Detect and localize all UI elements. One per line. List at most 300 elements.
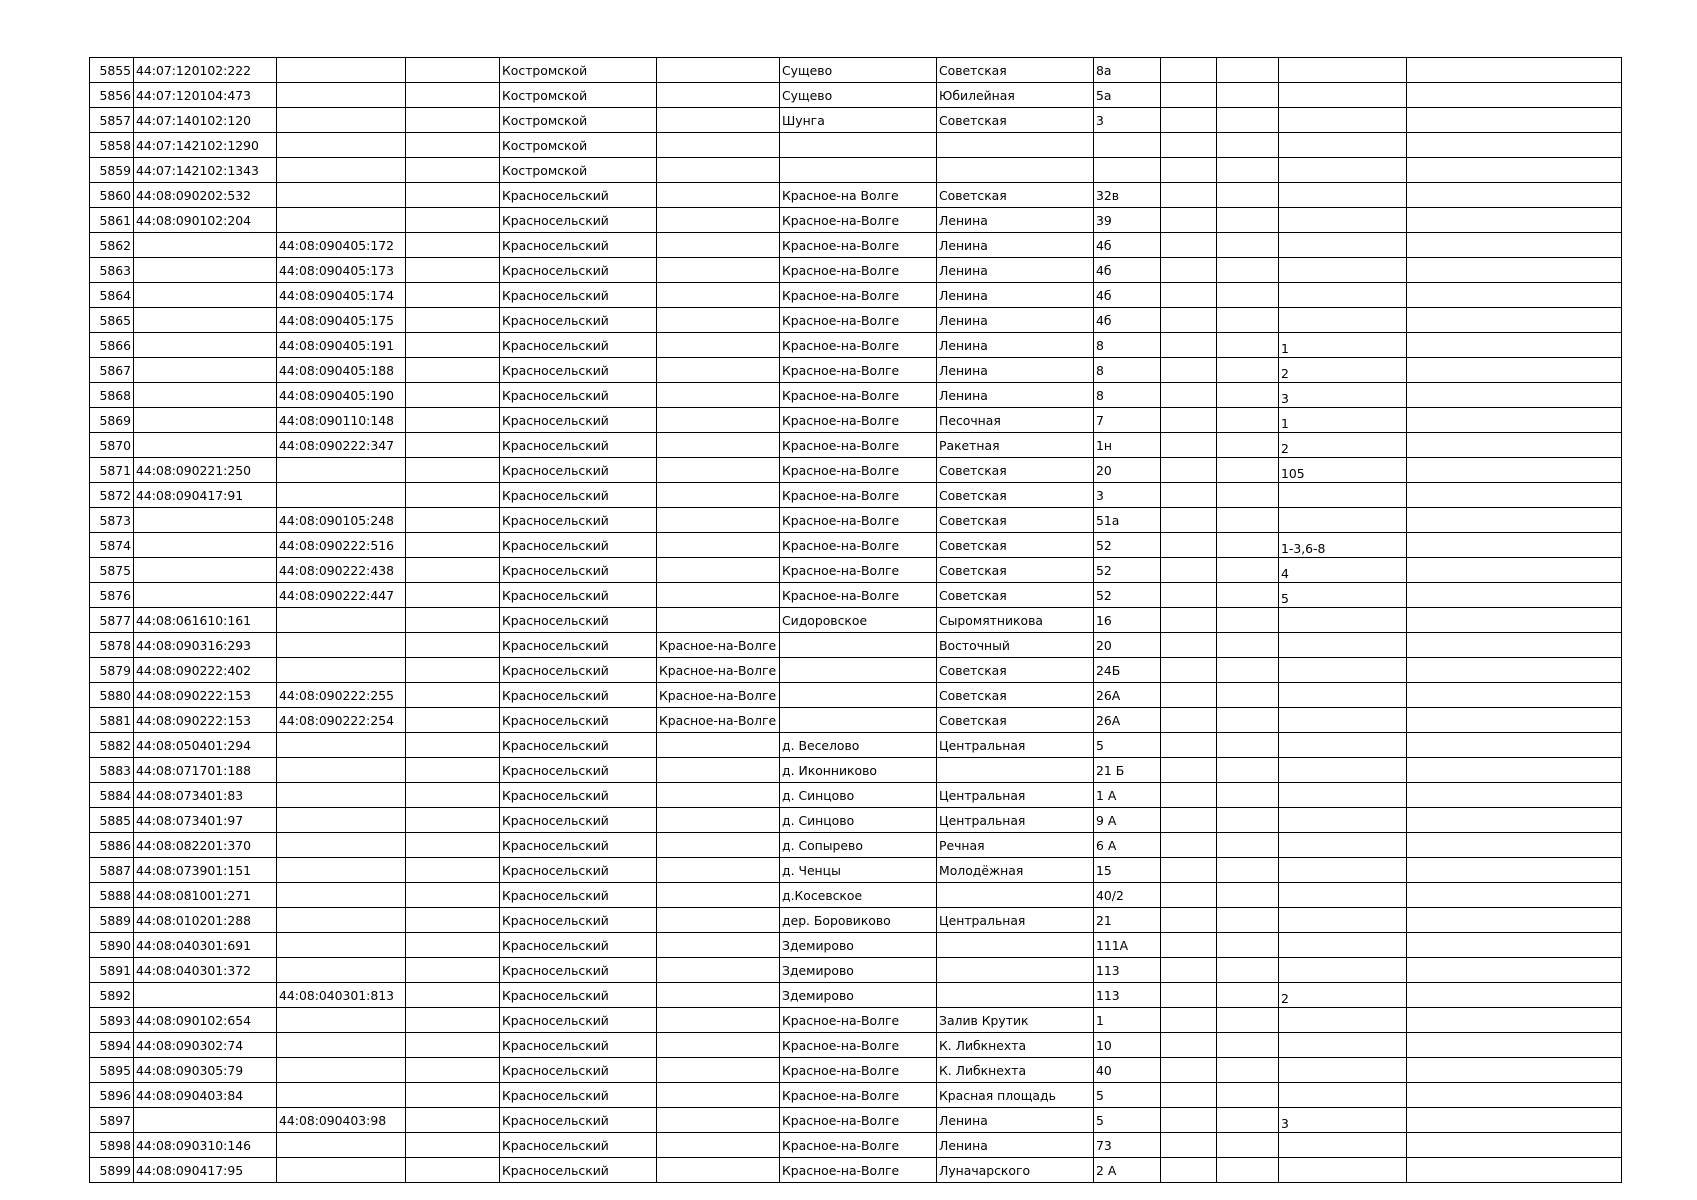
apartment-cell: 3 bbox=[1279, 1108, 1407, 1133]
row-number: 5889 bbox=[90, 908, 134, 933]
city-cell bbox=[657, 533, 780, 558]
street-cell: Ленина bbox=[937, 283, 1094, 308]
city-cell bbox=[657, 233, 780, 258]
apartment-cell bbox=[1279, 1033, 1407, 1058]
extra-cell bbox=[1407, 333, 1622, 358]
apartment-cell bbox=[1279, 808, 1407, 833]
district-cell: Красносельский bbox=[500, 833, 657, 858]
street-cell: Центральная bbox=[937, 733, 1094, 758]
district-cell: Красносельский bbox=[500, 533, 657, 558]
structure-cell bbox=[1217, 258, 1279, 283]
table-body bbox=[90, 58, 1622, 1183]
region-cell bbox=[406, 1108, 500, 1133]
city-cell bbox=[657, 733, 780, 758]
structure-cell bbox=[1217, 333, 1279, 358]
apartment-cell bbox=[1279, 133, 1407, 158]
locality-cell: Красное-на-Волге bbox=[780, 1158, 937, 1183]
city-cell bbox=[657, 433, 780, 458]
cadastral-number-building: 44:08:090222:153 bbox=[134, 708, 277, 733]
cadastral-number-building: 44:07:140102:120 bbox=[134, 108, 277, 133]
region-cell bbox=[406, 708, 500, 733]
structure-cell bbox=[1217, 1158, 1279, 1183]
city-cell bbox=[657, 308, 780, 333]
table-row bbox=[90, 58, 1622, 83]
apartment-cell bbox=[1279, 208, 1407, 233]
cadastral-number-room: 44:08:090405:174 bbox=[277, 283, 406, 308]
building-cell bbox=[1161, 1083, 1217, 1108]
district-cell: Красносельский bbox=[500, 308, 657, 333]
row-number: 5875 bbox=[90, 558, 134, 583]
row-number: 5871 bbox=[90, 458, 134, 483]
locality-cell: Красное-на-Волге bbox=[780, 383, 937, 408]
house-cell: 4б bbox=[1094, 258, 1161, 283]
house-cell: 111А bbox=[1094, 933, 1161, 958]
cadastral-number-building: 44:08:090102:204 bbox=[134, 208, 277, 233]
cadastral-number-room bbox=[277, 633, 406, 658]
table-row bbox=[90, 533, 1622, 558]
house-cell: 73 bbox=[1094, 1133, 1161, 1158]
house-cell: 7 bbox=[1094, 408, 1161, 433]
table-row bbox=[90, 1008, 1622, 1033]
city-cell bbox=[657, 558, 780, 583]
extra-cell bbox=[1407, 483, 1622, 508]
structure-cell bbox=[1217, 733, 1279, 758]
cadastral-number-room: 44:08:090222:438 bbox=[277, 558, 406, 583]
apartment-cell: 3 bbox=[1279, 383, 1407, 408]
cadastral-number-room: 44:08:090222:347 bbox=[277, 433, 406, 458]
extra-cell bbox=[1407, 983, 1622, 1008]
table-row bbox=[90, 558, 1622, 583]
extra-cell bbox=[1407, 1033, 1622, 1058]
locality-cell: Красное-на-Волге bbox=[780, 483, 937, 508]
house-cell: 1н bbox=[1094, 433, 1161, 458]
extra-cell bbox=[1407, 858, 1622, 883]
locality-cell: Здемирово bbox=[780, 933, 937, 958]
city-cell bbox=[657, 1158, 780, 1183]
district-cell: Красносельский bbox=[500, 708, 657, 733]
street-cell: Ленина bbox=[937, 358, 1094, 383]
row-number: 5860 bbox=[90, 183, 134, 208]
district-cell: Красносельский bbox=[500, 733, 657, 758]
structure-cell bbox=[1217, 1008, 1279, 1033]
locality-cell: Красное-на-Волге bbox=[780, 458, 937, 483]
row-number: 5890 bbox=[90, 933, 134, 958]
extra-cell bbox=[1407, 1008, 1622, 1033]
region-cell bbox=[406, 633, 500, 658]
row-number: 5897 bbox=[90, 1108, 134, 1133]
cadastral-number-building bbox=[134, 358, 277, 383]
house-cell: 9 А bbox=[1094, 808, 1161, 833]
district-cell: Красносельский bbox=[500, 608, 657, 633]
table-row bbox=[90, 408, 1622, 433]
cadastral-number-room bbox=[277, 783, 406, 808]
region-cell bbox=[406, 58, 500, 83]
street-cell: Советская bbox=[937, 683, 1094, 708]
building-cell bbox=[1161, 983, 1217, 1008]
cadastral-number-room: 44:08:090405:190 bbox=[277, 383, 406, 408]
extra-cell bbox=[1407, 758, 1622, 783]
structure-cell bbox=[1217, 433, 1279, 458]
building-cell bbox=[1161, 658, 1217, 683]
street-cell: Луначарского bbox=[937, 1158, 1094, 1183]
extra-cell bbox=[1407, 908, 1622, 933]
region-cell bbox=[406, 758, 500, 783]
street-cell: Центральная bbox=[937, 808, 1094, 833]
locality-cell: Красное-на-Волге bbox=[780, 1108, 937, 1133]
city-cell bbox=[657, 133, 780, 158]
table-row bbox=[90, 783, 1622, 808]
cadastral-number-building: 44:08:040301:691 bbox=[134, 933, 277, 958]
structure-cell bbox=[1217, 83, 1279, 108]
table-row bbox=[90, 433, 1622, 458]
region-cell bbox=[406, 258, 500, 283]
extra-cell bbox=[1407, 1083, 1622, 1108]
extra-cell bbox=[1407, 458, 1622, 483]
row-number: 5884 bbox=[90, 783, 134, 808]
structure-cell bbox=[1217, 583, 1279, 608]
building-cell bbox=[1161, 708, 1217, 733]
building-cell bbox=[1161, 908, 1217, 933]
region-cell bbox=[406, 158, 500, 183]
city-cell bbox=[657, 1108, 780, 1133]
building-cell bbox=[1161, 433, 1217, 458]
street-cell: К. Либкнехта bbox=[937, 1033, 1094, 1058]
building-cell bbox=[1161, 83, 1217, 108]
city-cell bbox=[657, 883, 780, 908]
region-cell bbox=[406, 533, 500, 558]
extra-cell bbox=[1407, 258, 1622, 283]
cadastral-number-building: 44:08:073401:83 bbox=[134, 783, 277, 808]
table-row bbox=[90, 158, 1622, 183]
district-cell: Красносельский bbox=[500, 558, 657, 583]
locality-cell: Здемирово bbox=[780, 983, 937, 1008]
extra-cell bbox=[1407, 358, 1622, 383]
row-number: 5887 bbox=[90, 858, 134, 883]
street-cell: Советская bbox=[937, 658, 1094, 683]
house-cell: 2 А bbox=[1094, 1158, 1161, 1183]
row-number: 5863 bbox=[90, 258, 134, 283]
cadastral-number-building bbox=[134, 283, 277, 308]
structure-cell bbox=[1217, 858, 1279, 883]
house-cell: 5 bbox=[1094, 733, 1161, 758]
street-cell: Центральная bbox=[937, 908, 1094, 933]
row-number: 5893 bbox=[90, 1008, 134, 1033]
locality-cell: Красное-на-Волге bbox=[780, 1008, 937, 1033]
table-row bbox=[90, 933, 1622, 958]
structure-cell bbox=[1217, 158, 1279, 183]
building-cell bbox=[1161, 533, 1217, 558]
cadastral-number-room bbox=[277, 1008, 406, 1033]
street-cell: К. Либкнехта bbox=[937, 1058, 1094, 1083]
locality-cell bbox=[780, 708, 937, 733]
extra-cell bbox=[1407, 208, 1622, 233]
building-cell bbox=[1161, 608, 1217, 633]
apartment-cell bbox=[1279, 483, 1407, 508]
region-cell bbox=[406, 783, 500, 808]
structure-cell bbox=[1217, 908, 1279, 933]
table-row bbox=[90, 358, 1622, 383]
structure-cell bbox=[1217, 683, 1279, 708]
region-cell bbox=[406, 358, 500, 383]
apartment-cell bbox=[1279, 733, 1407, 758]
locality-cell: Красное-на-Волге bbox=[780, 333, 937, 358]
structure-cell bbox=[1217, 608, 1279, 633]
house-cell: 8 bbox=[1094, 333, 1161, 358]
locality-cell: Красное-на-Волге bbox=[780, 258, 937, 283]
cadastral-number-room bbox=[277, 908, 406, 933]
apartment-cell bbox=[1279, 633, 1407, 658]
structure-cell bbox=[1217, 808, 1279, 833]
house-cell: 20 bbox=[1094, 458, 1161, 483]
district-cell: Красносельский bbox=[500, 683, 657, 708]
apartment-cell bbox=[1279, 83, 1407, 108]
structure-cell bbox=[1217, 783, 1279, 808]
row-number: 5894 bbox=[90, 1033, 134, 1058]
region-cell bbox=[406, 133, 500, 158]
district-cell: Красносельский bbox=[500, 1058, 657, 1083]
locality-cell bbox=[780, 158, 937, 183]
locality-cell: Здемирово bbox=[780, 958, 937, 983]
region-cell bbox=[406, 283, 500, 308]
cadastral-number-building: 44:08:073401:97 bbox=[134, 808, 277, 833]
table-row bbox=[90, 1158, 1622, 1183]
building-cell bbox=[1161, 758, 1217, 783]
locality-cell: Сущево bbox=[780, 58, 937, 83]
street-cell: Советская bbox=[937, 708, 1094, 733]
cadastral-number-room bbox=[277, 858, 406, 883]
table-row bbox=[90, 108, 1622, 133]
house-cell: 113 bbox=[1094, 983, 1161, 1008]
district-cell: Красносельский bbox=[500, 1158, 657, 1183]
apartment-cell: 2 bbox=[1279, 433, 1407, 458]
region-cell bbox=[406, 183, 500, 208]
region-cell bbox=[406, 858, 500, 883]
cadastral-number-room: 44:08:090222:254 bbox=[277, 708, 406, 733]
cadastral-number-building: 44:08:090403:84 bbox=[134, 1083, 277, 1108]
apartment-cell bbox=[1279, 508, 1407, 533]
apartment-cell: 1 bbox=[1279, 333, 1407, 358]
region-cell bbox=[406, 558, 500, 583]
locality-cell: д. Веселово bbox=[780, 733, 937, 758]
cadastral-number-room: 44:08:090222:447 bbox=[277, 583, 406, 608]
structure-cell bbox=[1217, 533, 1279, 558]
district-cell: Костромской bbox=[500, 83, 657, 108]
apartment-cell: 2 bbox=[1279, 983, 1407, 1008]
structure-cell bbox=[1217, 633, 1279, 658]
house-cell: 24Б bbox=[1094, 658, 1161, 683]
city-cell bbox=[657, 1033, 780, 1058]
structure-cell bbox=[1217, 758, 1279, 783]
table-row bbox=[90, 1058, 1622, 1083]
apartment-cell bbox=[1279, 758, 1407, 783]
district-cell: Красносельский bbox=[500, 633, 657, 658]
house-cell: 4б bbox=[1094, 283, 1161, 308]
structure-cell bbox=[1217, 1083, 1279, 1108]
row-number: 5867 bbox=[90, 358, 134, 383]
extra-cell bbox=[1407, 158, 1622, 183]
city-cell bbox=[657, 583, 780, 608]
region-cell bbox=[406, 458, 500, 483]
apartment-cell bbox=[1279, 1058, 1407, 1083]
row-number: 5857 bbox=[90, 108, 134, 133]
city-cell bbox=[657, 908, 780, 933]
extra-cell bbox=[1407, 408, 1622, 433]
apartment-cell bbox=[1279, 858, 1407, 883]
table-row bbox=[90, 633, 1622, 658]
district-cell: Красносельский bbox=[500, 808, 657, 833]
apartment-cell bbox=[1279, 1133, 1407, 1158]
street-cell: Советская bbox=[937, 483, 1094, 508]
building-cell bbox=[1161, 183, 1217, 208]
house-cell: 10 bbox=[1094, 1033, 1161, 1058]
row-number: 5858 bbox=[90, 133, 134, 158]
city-cell bbox=[657, 983, 780, 1008]
city-cell bbox=[657, 758, 780, 783]
extra-cell bbox=[1407, 58, 1622, 83]
district-cell: Красносельский bbox=[500, 1083, 657, 1108]
row-number: 5898 bbox=[90, 1133, 134, 1158]
district-cell: Костромской bbox=[500, 58, 657, 83]
extra-cell bbox=[1407, 1108, 1622, 1133]
region-cell bbox=[406, 108, 500, 133]
city-cell: Красное-на-Волге bbox=[657, 683, 780, 708]
region-cell bbox=[406, 1133, 500, 1158]
apartment-cell bbox=[1279, 708, 1407, 733]
table-row bbox=[90, 333, 1622, 358]
street-cell: Советская bbox=[937, 58, 1094, 83]
house-cell: 8а bbox=[1094, 58, 1161, 83]
district-cell: Красносельский bbox=[500, 333, 657, 358]
locality-cell: Красное-на-Волге bbox=[780, 283, 937, 308]
cadastral-number-building: 44:08:090221:250 bbox=[134, 458, 277, 483]
cadastral-number-room bbox=[277, 1158, 406, 1183]
locality-cell: дер. Боровиково bbox=[780, 908, 937, 933]
region-cell bbox=[406, 208, 500, 233]
building-cell bbox=[1161, 508, 1217, 533]
row-number: 5879 bbox=[90, 658, 134, 683]
structure-cell bbox=[1217, 183, 1279, 208]
house-cell: 26А bbox=[1094, 683, 1161, 708]
cadastral-number-room bbox=[277, 1033, 406, 1058]
cadastral-number-room: 44:08:090222:516 bbox=[277, 533, 406, 558]
street-cell: Залив Крутик bbox=[937, 1008, 1094, 1033]
row-number: 5874 bbox=[90, 533, 134, 558]
extra-cell bbox=[1407, 608, 1622, 633]
cadastral-number-building: 44:07:142102:1290 bbox=[134, 133, 277, 158]
cadastral-number-building bbox=[134, 1108, 277, 1133]
cadastral-number-room bbox=[277, 483, 406, 508]
cadastral-number-building: 44:08:090222:402 bbox=[134, 658, 277, 683]
street-cell bbox=[937, 158, 1094, 183]
cadastral-number-building bbox=[134, 333, 277, 358]
cadastral-number-room: 44:08:090110:148 bbox=[277, 408, 406, 433]
structure-cell bbox=[1217, 208, 1279, 233]
table-row bbox=[90, 1033, 1622, 1058]
cadastral-number-room bbox=[277, 58, 406, 83]
extra-cell bbox=[1407, 583, 1622, 608]
district-cell: Красносельский bbox=[500, 258, 657, 283]
apartment-cell bbox=[1279, 683, 1407, 708]
apartment-cell bbox=[1279, 308, 1407, 333]
cadastral-number-room bbox=[277, 608, 406, 633]
street-cell: Центральная bbox=[937, 783, 1094, 808]
district-cell: Красносельский bbox=[500, 283, 657, 308]
house-cell: 3 bbox=[1094, 483, 1161, 508]
row-number: 5868 bbox=[90, 383, 134, 408]
building-cell bbox=[1161, 408, 1217, 433]
extra-cell bbox=[1407, 733, 1622, 758]
house-cell: 21 Б bbox=[1094, 758, 1161, 783]
locality-cell: Красное-на-Волге bbox=[780, 308, 937, 333]
region-cell bbox=[406, 1083, 500, 1108]
region-cell bbox=[406, 1058, 500, 1083]
street-cell bbox=[937, 133, 1094, 158]
building-cell bbox=[1161, 1133, 1217, 1158]
table-row bbox=[90, 283, 1622, 308]
cadastral-number-building: 44:08:050401:294 bbox=[134, 733, 277, 758]
row-number: 5865 bbox=[90, 308, 134, 333]
street-cell bbox=[937, 983, 1094, 1008]
cadastral-number-room: 44:08:090405:172 bbox=[277, 233, 406, 258]
building-cell bbox=[1161, 1058, 1217, 1083]
locality-cell: д. Синцово bbox=[780, 783, 937, 808]
city-cell bbox=[657, 83, 780, 108]
structure-cell bbox=[1217, 58, 1279, 83]
region-cell bbox=[406, 333, 500, 358]
extra-cell bbox=[1407, 658, 1622, 683]
table-row bbox=[90, 708, 1622, 733]
structure-cell bbox=[1217, 658, 1279, 683]
extra-cell bbox=[1407, 233, 1622, 258]
region-cell bbox=[406, 83, 500, 108]
locality-cell: д. Сопырево bbox=[780, 833, 937, 858]
cadastral-number-room: 44:08:090405:188 bbox=[277, 358, 406, 383]
house-cell: 1 bbox=[1094, 1008, 1161, 1033]
city-cell bbox=[657, 258, 780, 283]
region-cell bbox=[406, 733, 500, 758]
extra-cell bbox=[1407, 708, 1622, 733]
cadastral-number-building bbox=[134, 233, 277, 258]
cadastral-number-room bbox=[277, 83, 406, 108]
cadastral-number-room bbox=[277, 1058, 406, 1083]
structure-cell bbox=[1217, 483, 1279, 508]
row-number: 5891 bbox=[90, 958, 134, 983]
building-cell bbox=[1161, 1108, 1217, 1133]
cadastral-number-building: 44:08:082201:370 bbox=[134, 833, 277, 858]
table-row bbox=[90, 383, 1622, 408]
cadastral-number-building bbox=[134, 533, 277, 558]
locality-cell: д. Иконниково bbox=[780, 758, 937, 783]
extra-cell bbox=[1407, 183, 1622, 208]
district-cell: Красносельский bbox=[500, 858, 657, 883]
structure-cell bbox=[1217, 708, 1279, 733]
region-cell bbox=[406, 608, 500, 633]
street-cell: Красная площадь bbox=[937, 1083, 1094, 1108]
extra-cell bbox=[1407, 83, 1622, 108]
building-cell bbox=[1161, 308, 1217, 333]
house-cell: 3 bbox=[1094, 108, 1161, 133]
house-cell: 52 bbox=[1094, 533, 1161, 558]
cadastral-number-room bbox=[277, 933, 406, 958]
house-cell: 5 bbox=[1094, 1083, 1161, 1108]
structure-cell bbox=[1217, 1033, 1279, 1058]
city-cell bbox=[657, 1008, 780, 1033]
cadastral-number-room bbox=[277, 1083, 406, 1108]
locality-cell: Красное-на-Волге bbox=[780, 1058, 937, 1083]
house-cell: 20 bbox=[1094, 633, 1161, 658]
building-cell bbox=[1161, 233, 1217, 258]
table-row bbox=[90, 833, 1622, 858]
